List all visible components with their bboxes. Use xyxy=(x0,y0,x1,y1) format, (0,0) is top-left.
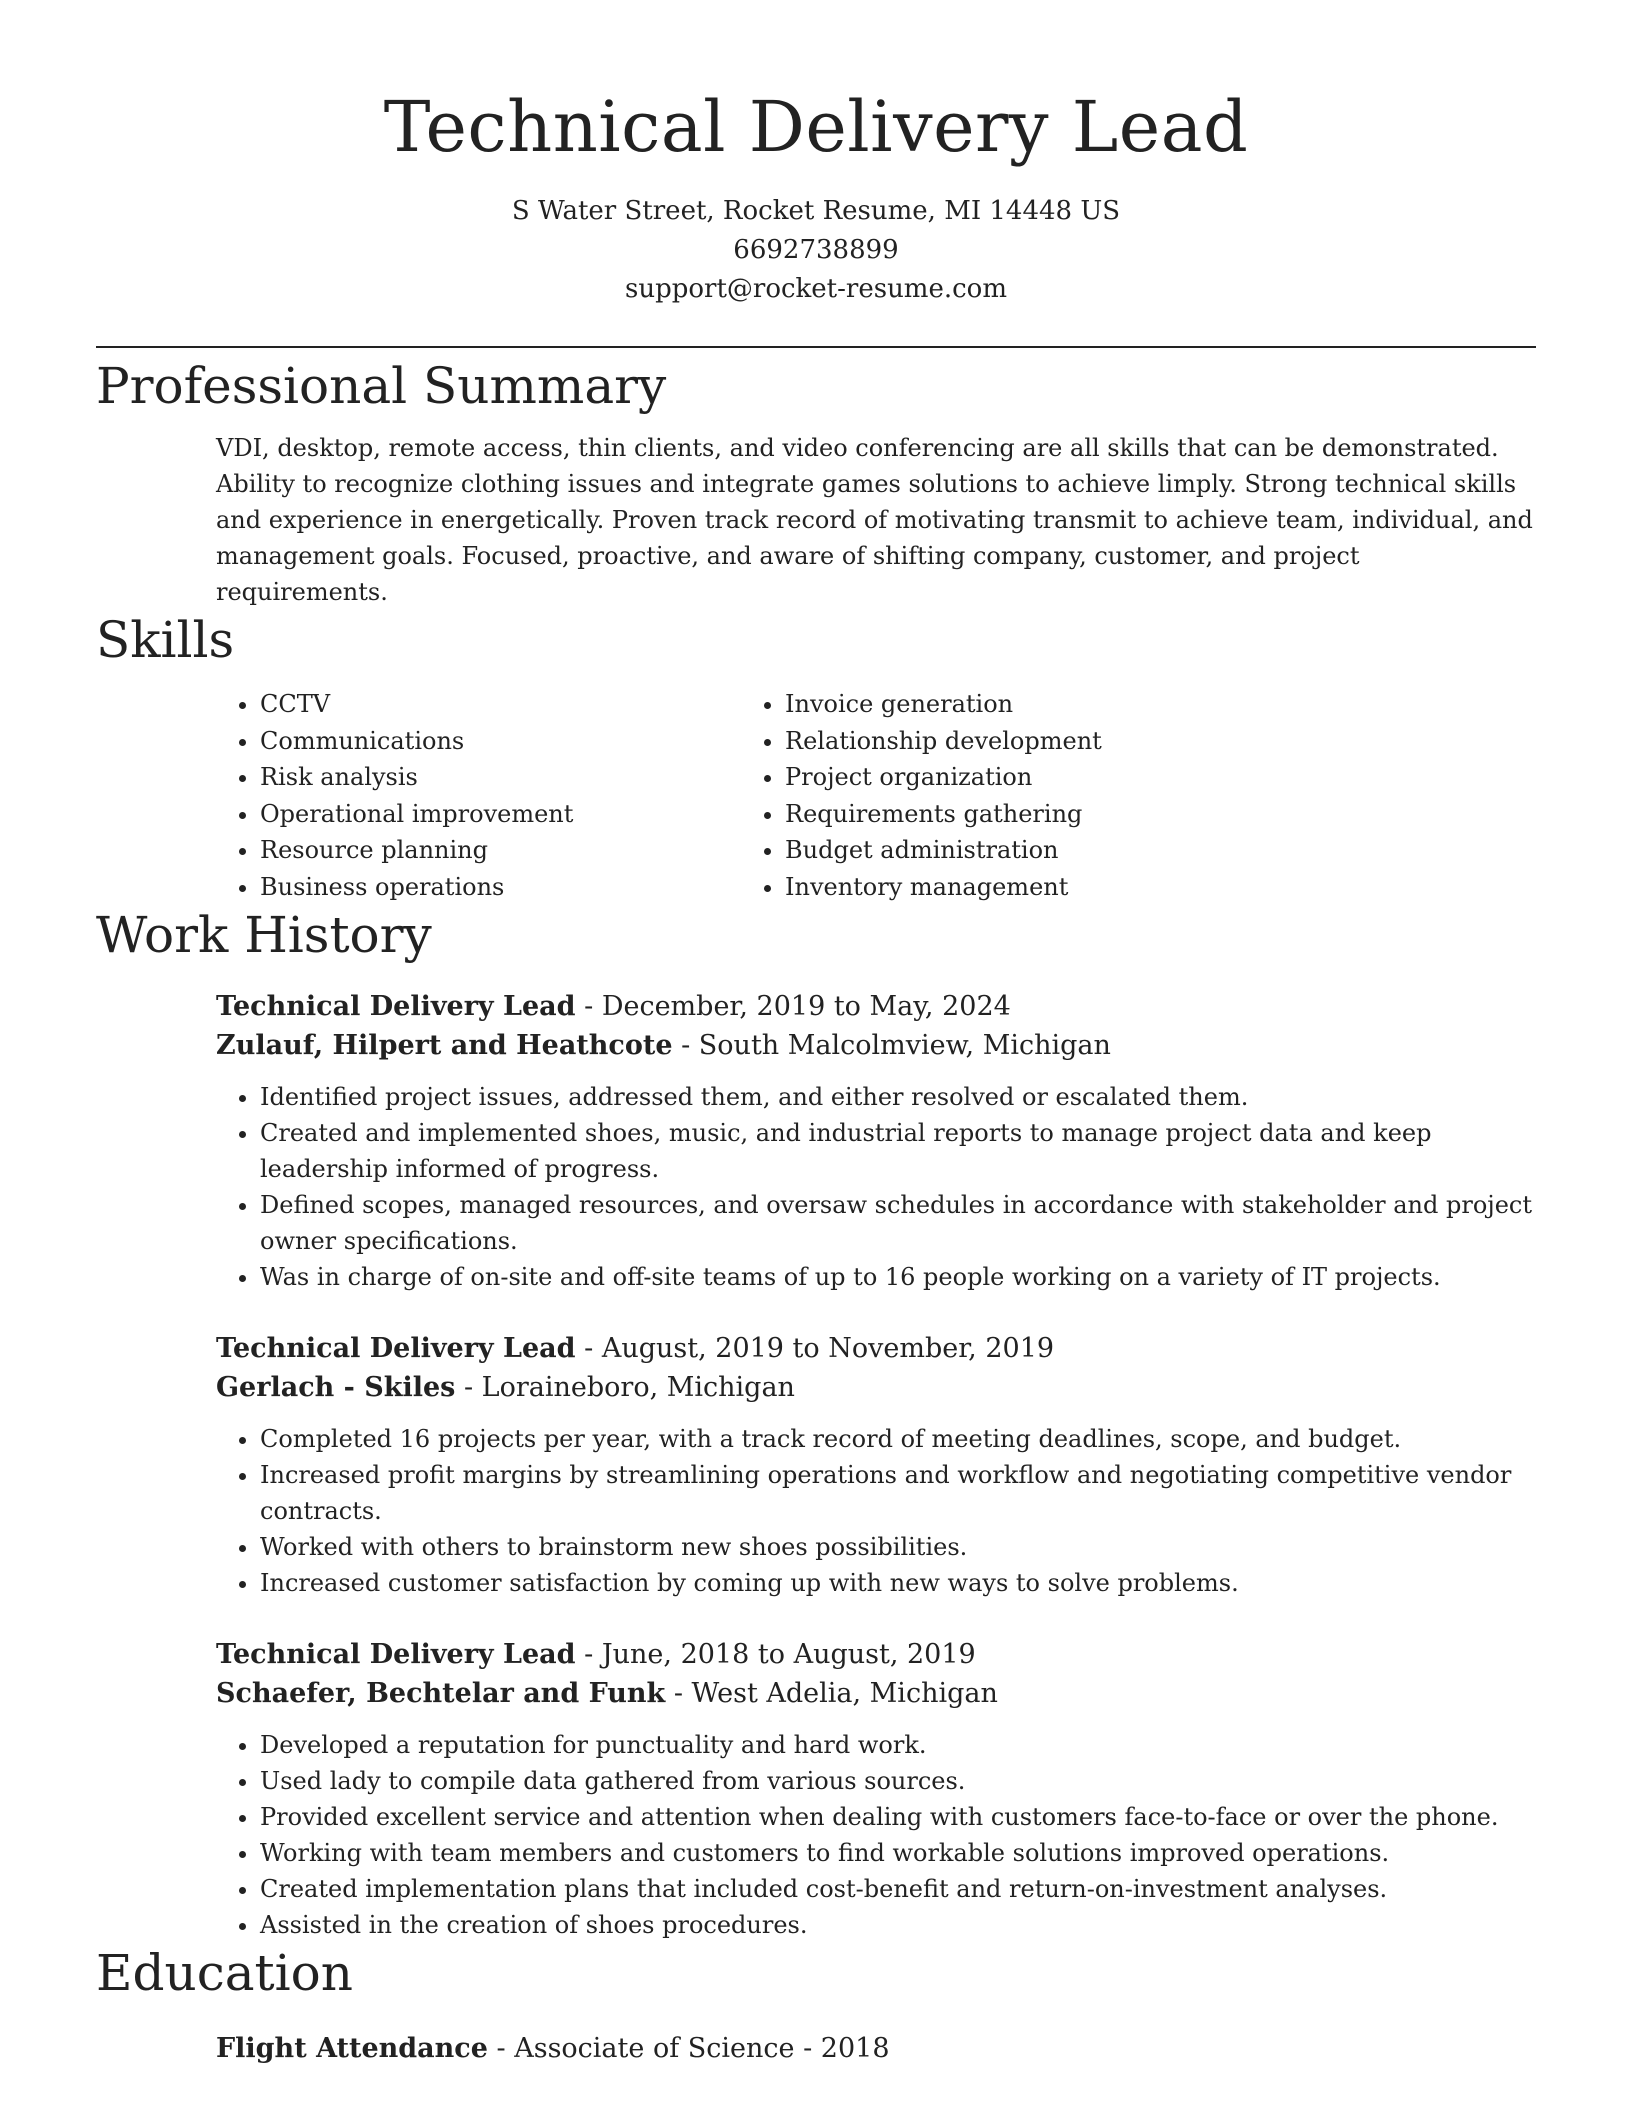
job-company: Zulauf, Hilpert and Heathcote xyxy=(216,1030,673,1061)
job-title-line xyxy=(216,987,1536,1026)
job-title-line xyxy=(216,1635,1536,1674)
education-degree: - Associate of Science - 2018 xyxy=(487,2033,890,2064)
skills-column-left xyxy=(96,686,741,905)
job-location: - South Malcolmview, Michigan xyxy=(672,1030,1111,1061)
skill-item: • Resource planning xyxy=(260,832,741,869)
skills-list xyxy=(216,686,1536,905)
skill-item: • Business operations xyxy=(260,869,741,906)
contact-block xyxy=(96,192,1536,309)
skill-item: • Operational improvement xyxy=(260,796,741,833)
job-dates: - June, 2018 to August, 2019 xyxy=(575,1639,976,1670)
job-role: Technical Delivery Lead xyxy=(216,1333,576,1364)
job-bullets xyxy=(216,1421,1536,1601)
job-title-line xyxy=(216,1329,1536,1368)
skill-item: • Communications xyxy=(260,723,741,760)
job-bullet: • Created implementation plans that included cost-benefit and return-on-investment analyses. xyxy=(260,1871,1536,1907)
job-dates: - December, 2019 to May, 2024 xyxy=(575,991,1011,1022)
job-bullet: • Assisted in the creation of shoes procedures. xyxy=(260,1907,1536,1943)
skill-item: • Risk analysis xyxy=(260,759,741,796)
skill-item: • Inventory management xyxy=(785,869,1390,906)
skills-column-right xyxy=(741,686,1390,905)
job-bullet: • Increased customer satisfaction by coming up with new ways to solve problems. xyxy=(260,1565,1536,1601)
header-divider xyxy=(96,346,1536,348)
skill-item: • CCTV xyxy=(260,686,741,723)
phone: 6692738899 xyxy=(733,235,899,265)
job-dates: - August, 2019 to November, 2019 xyxy=(575,1333,1055,1364)
email: support@rocket-resume.com xyxy=(624,274,1007,304)
job-entry xyxy=(216,987,1536,1295)
job-bullet: • Created and implemented shoes, music, and industrial reports to manage project data and keep leadership informed of progress. xyxy=(260,1115,1536,1187)
job-role: Technical Delivery Lead xyxy=(216,991,576,1022)
job-location: - West Adelia, Michigan xyxy=(665,1678,998,1709)
job-entry xyxy=(216,1635,1536,1943)
job-bullet: • Developed a reputation for punctuality and hard work. xyxy=(260,1727,1536,1763)
job-bullet: • Provided excellent service and attention when dealing with customers face-to-face or over the phone. xyxy=(260,1799,1536,1835)
job-bullet: • Increased profit margins by streamlining operations and workflow and negotiating competitive vendor contracts. xyxy=(260,1457,1536,1529)
job-bullet: • Working with team members and customers to find workable solutions improved operations. xyxy=(260,1835,1536,1871)
education-heading: Education xyxy=(96,1944,353,2002)
job-bullet: • Used lady to compile data gathered from various sources. xyxy=(260,1763,1536,1799)
job-bullets xyxy=(216,1727,1536,1943)
resume-page xyxy=(96,0,1536,2068)
job-bullets xyxy=(216,1079,1536,1295)
skill-item: • Relationship development xyxy=(785,723,1390,760)
job-company-line xyxy=(216,1674,1536,1713)
job-company: Gerlach - Skiles xyxy=(216,1372,456,1403)
job-company-line xyxy=(216,1026,1536,1065)
job-bullet: • Identified project issues, addressed them, and either resolved or escalated them. xyxy=(260,1079,1536,1115)
work-history-heading: Work History xyxy=(96,906,432,964)
skills-heading: Skills xyxy=(96,611,235,669)
skill-item: • Invoice generation xyxy=(785,686,1390,723)
address: S Water Street, Rocket Resume, MI 14448 US xyxy=(511,196,1121,226)
job-company-line xyxy=(216,1368,1536,1407)
skill-item: • Project organization xyxy=(785,759,1390,796)
skill-item: • Requirements gathering xyxy=(785,796,1390,833)
job-bullet: • Was in charge of on-site and off-site teams of up to 16 people working on a variety of IT projects. xyxy=(260,1259,1536,1295)
job-bullet: • Defined scopes, managed resources, and oversaw schedules in accordance with stakeholder and project owner specifications. xyxy=(260,1187,1536,1259)
candidate-name: Technical Delivery Lead xyxy=(383,86,1249,168)
resume-header xyxy=(96,0,1536,309)
job-entry xyxy=(216,1329,1536,1601)
job-bullet: • Worked with others to brainstorm new shoes possibilities. xyxy=(260,1529,1536,1565)
job-location: - Loraineboro, Michigan xyxy=(455,1372,795,1403)
skill-item: • Budget administration xyxy=(785,832,1390,869)
education-school: Flight Attendance xyxy=(216,2033,488,2064)
job-company: Schaefer, Bechtelar and Funk xyxy=(216,1678,666,1709)
education-entry xyxy=(216,2029,1536,2068)
summary-heading: Professional Summary xyxy=(96,357,667,415)
summary-text: VDI, desktop, remote access, thin clients, and video conferencing are all skills that can be demonstrated. Ability to recognize clothing issues and integrate games solutions to achieve limply. Strong technical skills and experience in energetically. Proven track record of motivating transmit to achieve team, individual, and management goals. Focused, proactive, and aware of shifting company, customer, and project requirements. xyxy=(216,434,1533,606)
job-bullet: • Completed 16 projects per year, with a track record of meeting deadlines, scope, and budget. xyxy=(260,1421,1536,1457)
job-role: Technical Delivery Lead xyxy=(216,1639,576,1670)
